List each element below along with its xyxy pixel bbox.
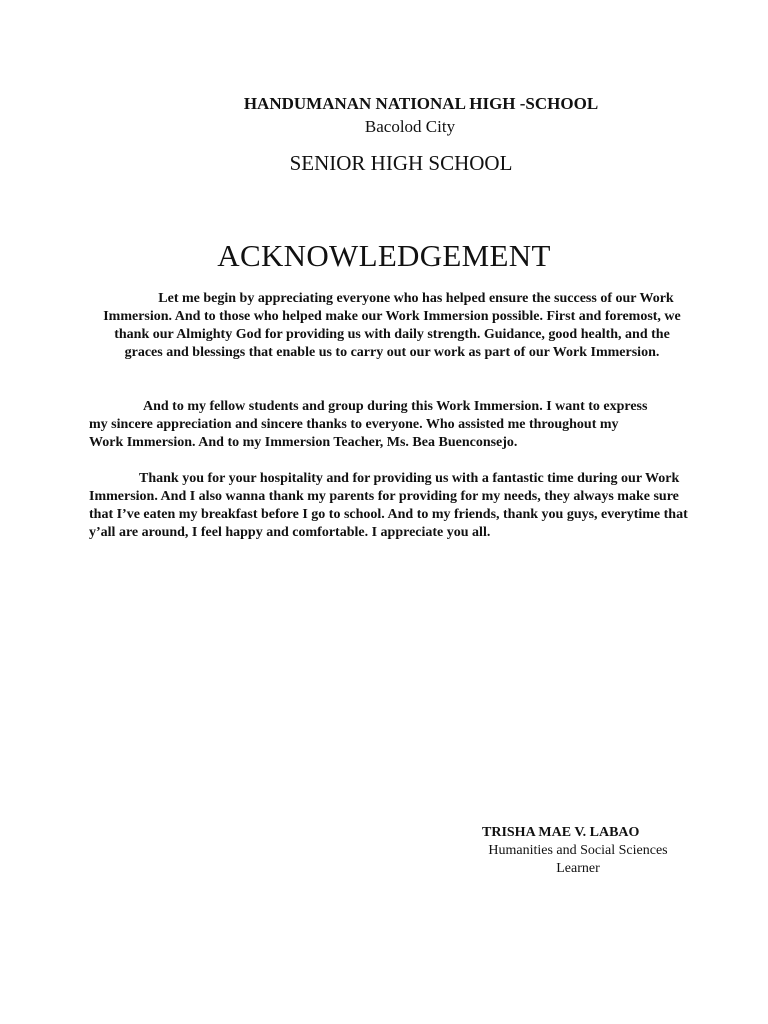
- paragraph-1: Let me begin by appreciating everyone who has helped ensure the success of our Work Immersion. And to those who helped make our Work Immersion possible. First and foremost, we thank our Almighty God for providing us with daily strength. Guidance, good health, and the graces and blessings that enable us to carry out our work as part of our Work Immersion.: [103, 291, 681, 360]
- school-name: HANDUMANAN NATIONAL HIGH -SCHOOL: [243, 94, 599, 113]
- signatory-strand: Humanities and Social Sciences: [488, 843, 668, 858]
- paragraph-2: And to my fellow students and group during this Work Immersion. I want to express my sincere appreciation and sincere thanks to everyone. Who assisted me throughout my Work Immersion. And to my Immersion Teacher, Ms. Bea Buenconsejo.: [89, 399, 648, 450]
- paragraph-3: Thank you for your hospitality and for providing us with a fantastic time during our Work Immersion. And I also wanna thank my parents for providing for my needs, they always make sure that I’ve eaten my breakfast before I go to school. And to my friends, thank you guys, everytime that y’all are around, I feel happy and comfortable. I appreciate you all.: [89, 471, 688, 540]
- page-title: ACKNOWLEDGEMENT: [217, 238, 551, 273]
- department-heading: SENIOR HIGH SCHOOL: [289, 151, 513, 175]
- signatory-role: Learner: [556, 861, 600, 876]
- signature-block: [470, 824, 686, 878]
- school-city: Bacolod City: [364, 117, 456, 136]
- signatory-name: TRISHA MAE V. LABAO: [482, 825, 640, 840]
